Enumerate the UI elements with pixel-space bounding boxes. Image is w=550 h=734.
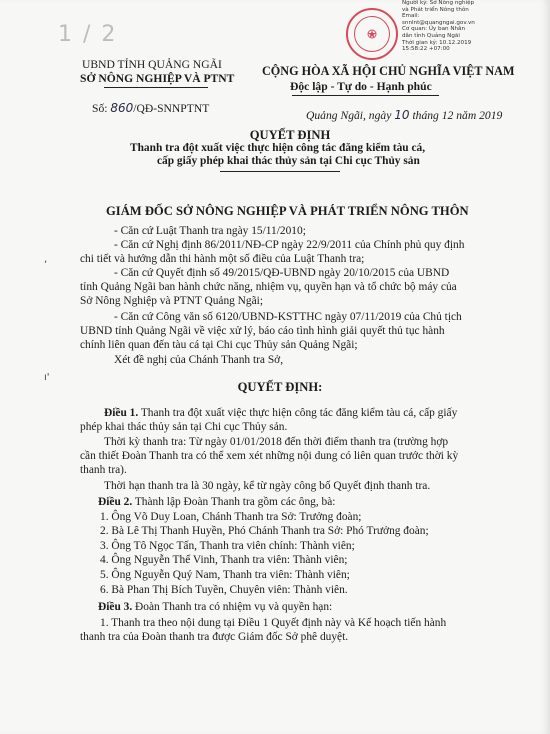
decision-subject-line-2: cấp giấy phép khai thác thủy sản tại Chi cục Thủy sản	[157, 155, 420, 167]
basis-line: - Căn cứ Luật Thanh tra ngày 15/11/2010;	[114, 225, 306, 237]
article-3-label: Điều 3.	[98, 601, 133, 613]
decision-title: QUYẾT ĐỊNH	[249, 128, 331, 142]
number-value: 860	[110, 101, 134, 115]
country-name: CỘNG HÒA XÃ HỘI CHỦ NGHĨA VIỆT NAM	[262, 64, 515, 78]
basis-line: chính liên quan đến tàu cá tại Chi cục Thủy sản Quảng Ngãi;	[80, 339, 358, 351]
team-member: 1. Ông Võ Duy Loan, Chánh Thanh tra Sở: Trưởng đoàn;	[100, 511, 362, 523]
article-1-line: cần thiết Đoàn Thanh tra có thể xem xét những nội dung có liên quan trước thời kỳ	[80, 450, 459, 462]
article-1-line	[104, 407, 457, 420]
org-name: SỞ NÔNG NGHIỆP VÀ PTNT	[80, 72, 235, 85]
national-motto: Độc lập - Tự do - Hạnh phúc	[290, 80, 432, 93]
signature-line: Cơ quan: Ủy ban Nhân	[402, 26, 466, 33]
article-1-line: phép khai thác thủy sản tại Chi cục Thủy sản.	[80, 421, 288, 433]
date-prefix: Quảng Ngãi, ngày	[306, 109, 392, 122]
signature-line: snnlnt@quangngai.gov.vn	[402, 19, 475, 26]
date-suffix: tháng 12 năm 2019	[412, 109, 503, 122]
document-number	[92, 101, 209, 115]
article-1-line: thanh tra).	[80, 464, 127, 476]
scan-mark: ,	[44, 254, 48, 265]
team-member: 3. Ông Tô Ngọc Tấn, Thanh tra viên chính: Thành viên;	[100, 540, 355, 552]
signature-line: 15:58:22 +07:00	[402, 46, 450, 53]
scan-mark: ı'	[44, 372, 50, 383]
basis-line: - Căn cứ Công văn số 6120/UBND-KSTTHC ngày 07/11/2019 của Chủ tịch	[114, 311, 462, 323]
subject-underline	[220, 171, 340, 172]
signature-line: Email:	[402, 13, 420, 20]
date-day: 10	[394, 108, 410, 122]
basis-line: Sở Nông Nghiệp và PTNT Quảng Ngãi;	[80, 295, 263, 307]
article-3-line	[98, 601, 332, 614]
number-prefix: Số:	[92, 102, 108, 115]
article-1-text: Thanh tra đột xuất việc thực hiện công tác đăng kiểm tàu cá, cấp giấy	[138, 407, 458, 419]
page-indicator: 1 / 2	[58, 22, 118, 47]
digital-signature-info	[402, 0, 542, 53]
article-2-line	[98, 496, 335, 509]
team-member: 5. Ông Nguyễn Quý Nam, Thanh tra viên: Thành viên;	[100, 569, 350, 581]
team-member: 6. Bà Phan Thị Bích Tuyền, Chuyên viên: Thành viên.	[100, 584, 348, 596]
article-1-line: Thời kỳ thanh tra: Từ ngày 01/01/2018 đến thời điểm thanh tra (trường hợp	[104, 436, 449, 448]
decision-subject-line-1: Thanh tra đột xuất việc thực hiện công tác đăng kiểm tàu cá,	[130, 142, 426, 154]
article-1-line: Thời hạn thanh tra là 30 ngày, kể từ ngày công bố Quyết định thanh tra.	[104, 480, 431, 492]
number-suffix: /QĐ-SNNPTNT	[133, 102, 210, 115]
team-member: 2. Bà Lê Thị Thanh Huyền, Phó Chánh Thanh tra Sở: Phó Trưởng đoàn;	[100, 525, 429, 537]
basis-line: - Căn cứ Nghị định 86/2011/NĐ-CP ngày 22/9/2011 của Chính phủ quy định	[114, 239, 465, 251]
basis-line: - Căn cứ Quyết định số 49/2015/QĐ-UBND ngày 20/10/2015 của UBND	[114, 267, 450, 279]
article-3-line: 1. Thanh tra theo nội dung tại Điều 1 Quyết định này và Kế hoạch tiến hành	[100, 617, 447, 629]
article-3-line: thanh tra của Đoàn thanh tra được Giám đốc Sở phê duyệt.	[80, 631, 349, 643]
issue-date	[306, 108, 502, 122]
basis-line: UBND tỉnh Quảng Ngãi về việc xử lý, báo cáo tình hình giải quyết thủ tục hành	[80, 325, 445, 337]
article-1-label: Điều 1.	[104, 407, 139, 419]
org-parent: UBND TỈNH QUẢNG NGÃI	[82, 58, 222, 71]
official-stamp	[346, 8, 398, 60]
org-underline	[104, 87, 208, 88]
signature-line: dân tỉnh Quảng Ngãi	[402, 32, 460, 39]
issuing-authority: GIÁM ĐỐC SỞ NÔNG NGHIỆP VÀ PHÁT TRIỂN NÔNG THÔN	[106, 204, 469, 218]
motto-underline	[292, 95, 439, 96]
stamp-emblem-icon	[348, 10, 396, 58]
basis-line: tỉnh Quảng Ngãi ban hành chức năng, nhiệm vụ, quyền hạn và tổ chức bộ máy của	[80, 281, 457, 293]
article-2-label: Điều 2.	[98, 496, 133, 508]
decision-heading: QUYẾT ĐỊNH:	[237, 380, 323, 394]
signature-line: Thời gian ký: 10.12.2019	[402, 39, 472, 46]
team-member: 4. Ông Nguyễn Thế Vinh, Thanh tra viên: Thành viên;	[100, 554, 348, 566]
signature-line: Người ký: Sở Nông nghiệp	[402, 0, 475, 6]
basis-line: chi tiết và hướng dẫn thi hành một số điều của Luật Thanh tra;	[80, 253, 365, 265]
signature-line: và Phát triển Nông thôn	[402, 6, 469, 13]
basis-line: Xét đề nghị của Chánh Thanh tra Sở,	[114, 354, 284, 366]
article-2-intro: Thành lập Đoàn Thanh tra gồm các ông, bà:	[132, 496, 336, 508]
article-3-intro: Đoàn Thanh tra có nhiệm vụ và quyền hạn:	[132, 601, 333, 613]
